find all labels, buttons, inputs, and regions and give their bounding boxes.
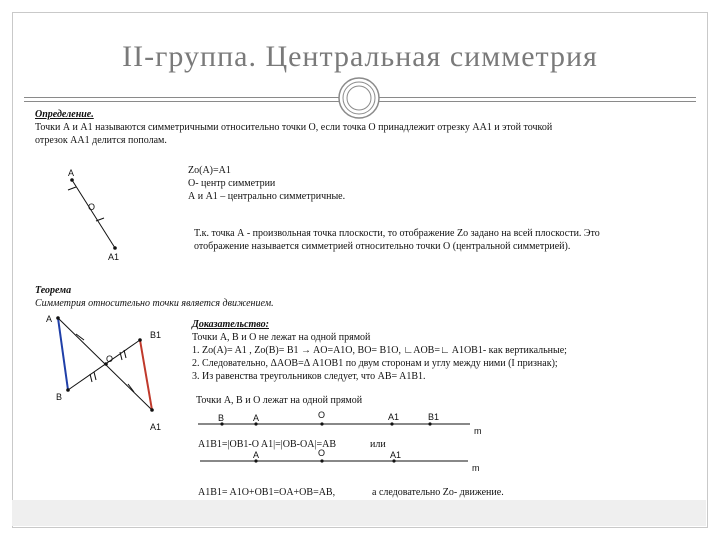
definition-heading: Определение. — [35, 109, 94, 120]
collinear-eq-2: A1B1= A1O+OB1=OA+OB=AB, — [198, 487, 336, 498]
slide-title: II-группа. Центральная симметрия — [122, 40, 598, 73]
fig1-note-1: Zo(A)=A1 — [188, 165, 231, 176]
line1-label-b: B — [218, 413, 225, 423]
line2-label-a1: A1 — [390, 450, 402, 460]
collinear-conclusion: а следовательно Zo- движение. — [372, 487, 504, 498]
mapping-line-1: Т.к. точка А - произвольная точка плоскости, то отображение Zo задано на всей плоскости. Это — [194, 228, 600, 239]
fig1-label-o: O — [88, 202, 96, 212]
mapping-line-2: отображение называется симметрией относительно точки О (центральной симметрией). — [194, 241, 571, 252]
fig2-label-o: O — [106, 354, 114, 364]
proof-heading: Доказательство: — [192, 319, 269, 330]
line1-label-o: O — [318, 410, 326, 420]
fig2-label-a1: A1 — [150, 422, 162, 432]
theorem-heading: Теорема — [35, 285, 72, 296]
figure-2-triangles — [56, 316, 154, 412]
collinear-eq-1: A1B1=|OB1-O A1|=|OB-OA|=AB — [198, 439, 336, 450]
fig2-label-b: B — [56, 392, 63, 402]
proof-line-4: 3. Из равенства треугольников следует, что AB= A1B1. — [192, 371, 426, 382]
fig2-label-b1: B1 — [150, 330, 162, 340]
fig1-note-3: А и А1 – центрально симметричные. — [188, 191, 346, 202]
fig1-label-a: A — [68, 168, 75, 178]
proof-line-3: 2. Следовательно, ΔAOB=Δ A1OB1 по двум сторонам и углу между ними (I признак); — [192, 358, 558, 369]
line2-label-m: m — [472, 463, 480, 473]
figure-1-segment — [68, 178, 117, 250]
line1-label-a: A — [253, 413, 260, 423]
line1-label-a1: A1 — [388, 412, 400, 422]
line1-label-b1: B1 — [428, 412, 440, 422]
line2-label-a: A — [253, 450, 260, 460]
proof-line-2: 1. Zo(A)= A1 , Zo(B)= B1 → AO=A1O, BO= B1O, ∟AOB=∟ A1OB1- как вертикальные; — [192, 345, 567, 356]
line-m-2 — [200, 459, 468, 462]
theorem-text: Симметрия относительно точки является движением. — [35, 298, 274, 309]
definition-line-1: Точки А и А1 называются симметричными относительно точки О, если точка О принадлежит отрезку АА1 и этой точкой — [35, 122, 553, 133]
collinear-heading: Точки А, В и О лежат на одной прямой — [196, 395, 363, 406]
line-m-1 — [198, 422, 470, 425]
fig1-note-2: O- центр симметрии — [188, 178, 276, 189]
fig2-label-a: A — [46, 314, 53, 324]
line2-label-o: O — [318, 448, 326, 458]
definition-line-2: отрезок АА1 делится пополам. — [35, 135, 167, 146]
proof-line-1: Точки А, В и О не лежат на одной прямой — [192, 332, 371, 343]
line1-label-m: m — [474, 426, 482, 436]
fig1-label-a1: A1 — [108, 252, 120, 262]
collinear-or: или — [370, 439, 386, 450]
